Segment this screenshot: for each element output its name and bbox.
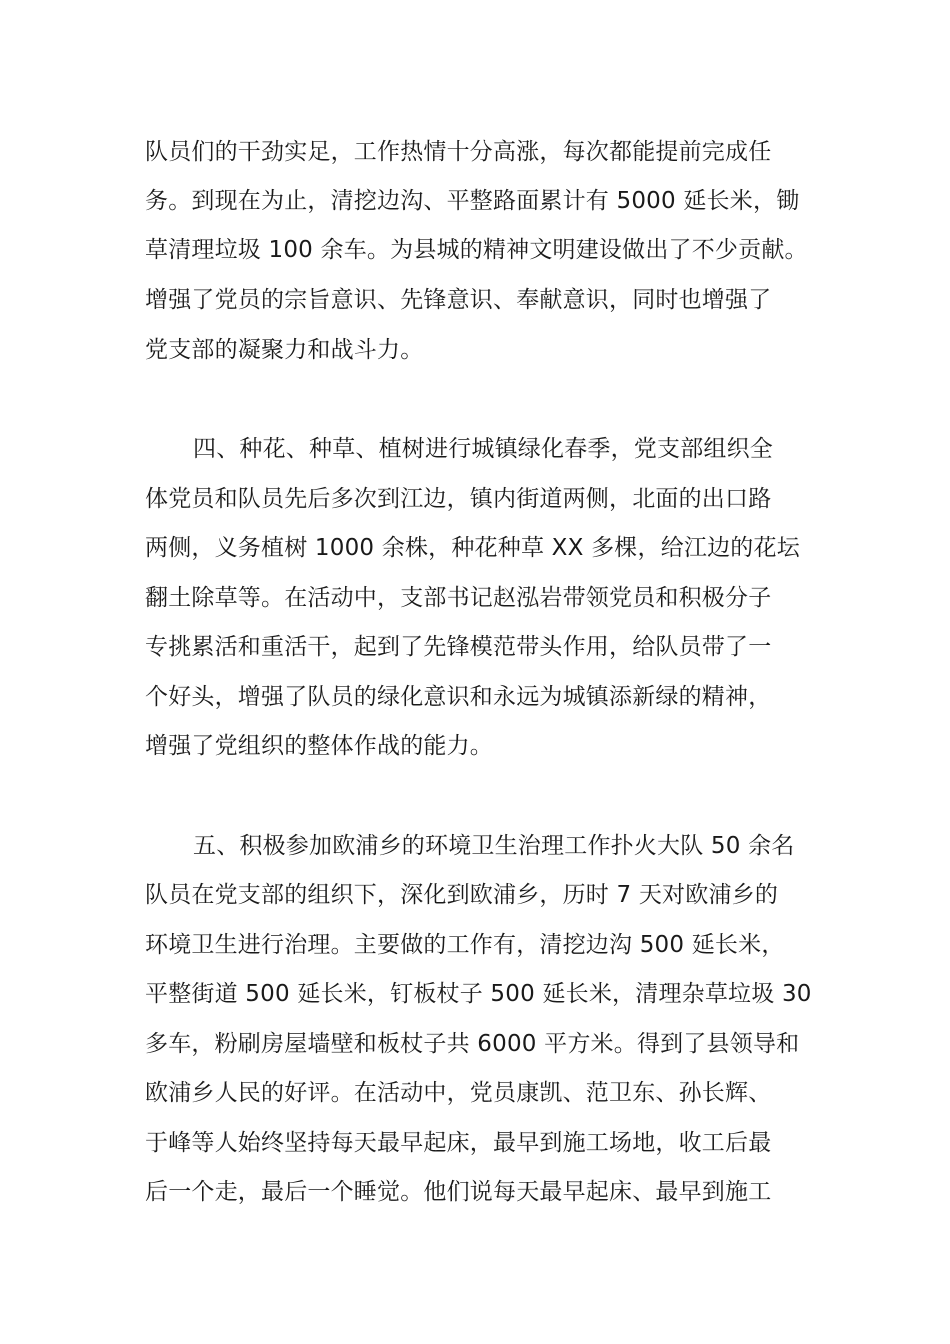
text-line: 翻土除草等。在活动中，支部书记赵泓岩带领党员和积极分子 bbox=[145, 585, 772, 611]
text-line: 多车，粉刷房屋墙壁和板杖子共 6000 平方米。得到了县领导和 bbox=[145, 1031, 800, 1057]
text-line: 于峰等人始终坚持每天最早起床，最早到施工场地，收工后最 bbox=[145, 1130, 772, 1156]
text-line: 队员们的干劲实足，工作热情十分高涨，每次都能提前完成任 bbox=[145, 139, 772, 165]
text-line: 增强了党组织的整体作战的能力。 bbox=[145, 733, 493, 759]
text-line: 环境卫生进行治理。主要做的工作有，清挖边沟 500 延长米， bbox=[145, 932, 785, 958]
text-line: 增强了党员的宗旨意识、先锋意识、奉献意识，同时也增强了 bbox=[145, 287, 772, 313]
text-line: 草清理垃圾 100 余车。为县城的精神文明建设做出了不少贡献。 bbox=[145, 237, 808, 263]
text-line: 平整街道 500 延长米，钉板杖子 500 延长米，清理杂草垃圾 30 bbox=[145, 981, 812, 1007]
text-line: 党支部的凝聚力和战斗力。 bbox=[145, 337, 424, 363]
text-line: 队员在党支部的组织下，深化到欧浦乡，历时 7 天对欧浦乡的 bbox=[145, 882, 779, 908]
text-line: 欧浦乡人民的好评。在活动中，党员康凯、范卫东、孙长辉、 bbox=[145, 1080, 772, 1106]
text-line: 体党员和队员先后多次到江边，镇内街道两侧，北面的出口路 bbox=[145, 486, 772, 512]
text-line: 四、种花、种草、植树进行城镇绿化春季，党支部组织全 bbox=[193, 436, 773, 462]
text-line: 后一个走，最后一个睡觉。他们说每天最早起床、最早到施工 bbox=[145, 1179, 772, 1205]
text-line: 务。到现在为止，清挖边沟、平整路面累计有 5000 延长米，锄 bbox=[145, 188, 800, 214]
text-line: 五、积极参加欧浦乡的环境卫生治理工作扑火大队 50 余名 bbox=[193, 833, 795, 859]
text-line: 个好头，增强了队员的绿化意识和永远为城镇添新绿的精神， bbox=[145, 684, 772, 710]
text-line: 专挑累活和重活干，起到了先锋模范带头作用，给队员带了一 bbox=[145, 634, 772, 660]
text-line: 两侧，义务植树 1000 余株，种花种草 XX 多棵，给江边的花坛 bbox=[145, 535, 800, 561]
